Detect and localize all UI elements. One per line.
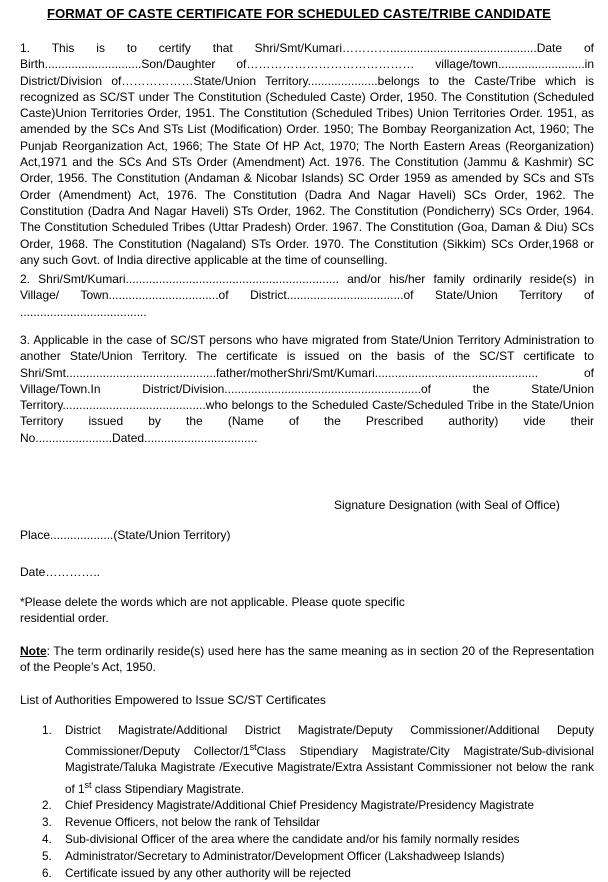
- note-paragraph: [20, 643, 594, 676]
- list-item-text: Administrator/Secretary to Administrator/Development Officer (Lakshadweep Islands): [65, 849, 505, 863]
- list-item-text: Chief Presidency Magistrate/Additional Chief Presidency Magistrate/Presidency Magistrate: [65, 799, 535, 813]
- list-item-text: Class Stipendiary Magistrate/City Magistrate/Sub-divisional Magistrate/Taluka Magistrate /Executive Magistrate/Extra Assistant Commissioner not below the rank of 1: [65, 745, 594, 796]
- list-item: [20, 798, 594, 814]
- delete-note-line-2: residential order.: [20, 611, 109, 625]
- list-item-superscript: st: [249, 742, 257, 753]
- note-text: : The term ordinarily reside(s) used here has the same meaning as in section 20 of the Representation of the People’s Act, 1950.: [20, 644, 594, 675]
- authorities-list: [20, 723, 594, 882]
- document-title: FORMAT OF CASTE CERTIFICATE FOR SCHEDULED CASTE/TRIBE CANDIDATE: [47, 6, 551, 21]
- list-item-text: Certificate issued by any other authority will be rejected: [65, 866, 351, 880]
- date-line: Date…………..: [20, 565, 101, 579]
- list-item: [20, 849, 594, 865]
- list-item-number: 2.: [42, 799, 52, 813]
- list-item-superscript: st: [84, 779, 92, 790]
- list-item: [20, 832, 594, 848]
- list-item-number: 1.: [42, 724, 52, 737]
- note-label: Note: [20, 644, 47, 658]
- list-item-number: 6.: [42, 866, 52, 880]
- signature-designation: Signature Designation (with Seal of Office): [334, 498, 560, 512]
- place-line: Place...................(State/Union Territory): [20, 528, 231, 542]
- list-item-number: 5.: [42, 849, 52, 863]
- paragraph-2: 2. Shri/Smt/Kumari................................................................ and/or his/her family ordinarily reside(s) in Village/ Town.................................of District...................................of State/Union Territory of ......................................: [20, 272, 594, 319]
- list-item-text: class Stipendiary Magistrate.: [91, 782, 245, 796]
- paragraph-3: 3. Applicable in the case of SC/ST persons who have migrated from State/Union Territory Administration to another State/Union Territory. The certificate is issued on the basis of the SC/ST certificate to Shri/Smt.............................................father/motherShri/Smt/Kumari................................................. of Village/Town.In District/Division...........................................................of the State/Union Territory...........................................who belongs to the Scheduled Caste/Scheduled Tribe in the State/Union Territory issued by the (Name of the Prescribed authority) vide their No.......................Dated..................................: [20, 333, 594, 445]
- delete-note-line-1: *Please delete the words which are not applicable. Please quote specific: [20, 595, 405, 609]
- list-item-text: Revenue Officers, not below the rank of Tehsildar: [65, 816, 320, 830]
- paragraph-1: 1. This is to certify that Shri/Smt/Kumari…………............................................Date of Birth.............................Son/Daughter of…………………………………… village/town..........................in District/Division of………………State/Union Territory.....................belongs to the Caste/Tribe which is recognized as SC/ST under The Constitution (Scheduled Caste) Order, 1950. The Constitution (Scheduled Caste)Union Territories Order, 1951. The Constitution (Scheduled Tribes) Union Territories Order. 1951, as amended by the SCs And STs List (Modification) Order. 1950; The Bombay Reorganization Act, 1960; The Punjab Reorganization Act, 1966; The State Of HP Act, 1970; The North Eastern Areas (Reorganization) Act,1971 and the SCs And STs Order (Amendment) Act. 1976. The Constitution (Jammu & Kashmir) SC Order, 1956. The Constitution (Andaman & Nicobar Islands) SC Order 1959 as amended by SCs and STs Order (Amendment) Act, 1976. The Constitution (Dadra And Nagar Haveli) SCs Order, 1962. The Constitution (Dadra And Nagar Haveli) STs Order, 1962. The Constitution (Pondicherry) SCs Order, 1964. The Constitution Scheduled Tribes (Uttar Pradesh) Order. 1967. The Constitution (Goa, Daman & Diu) SCs Order, 1968. The Constitution (Nagaland) STs Order. 1970. The Constitution (Sikkim) SCs Order,1968 or any such Govt. of India directive applicable at the time of counselling.: [20, 41, 594, 267]
- list-item-number: 4.: [42, 833, 52, 847]
- list-item: [20, 815, 594, 831]
- list-item: [20, 866, 594, 882]
- list-item-number: 3.: [42, 816, 52, 830]
- list-item: [20, 723, 594, 798]
- authorities-heading: List of Authorities Empowered to Issue SC/ST Certificates: [20, 693, 326, 707]
- list-item-text: Sub-divisional Officer of the area where the candidate and/or his family normally resides: [65, 833, 520, 847]
- list-item-text: District Magistrate/Additional District Magistrate/Deputy Commissioner/Additional Deputy Commissioner/Deputy Collector/1: [65, 724, 594, 759]
